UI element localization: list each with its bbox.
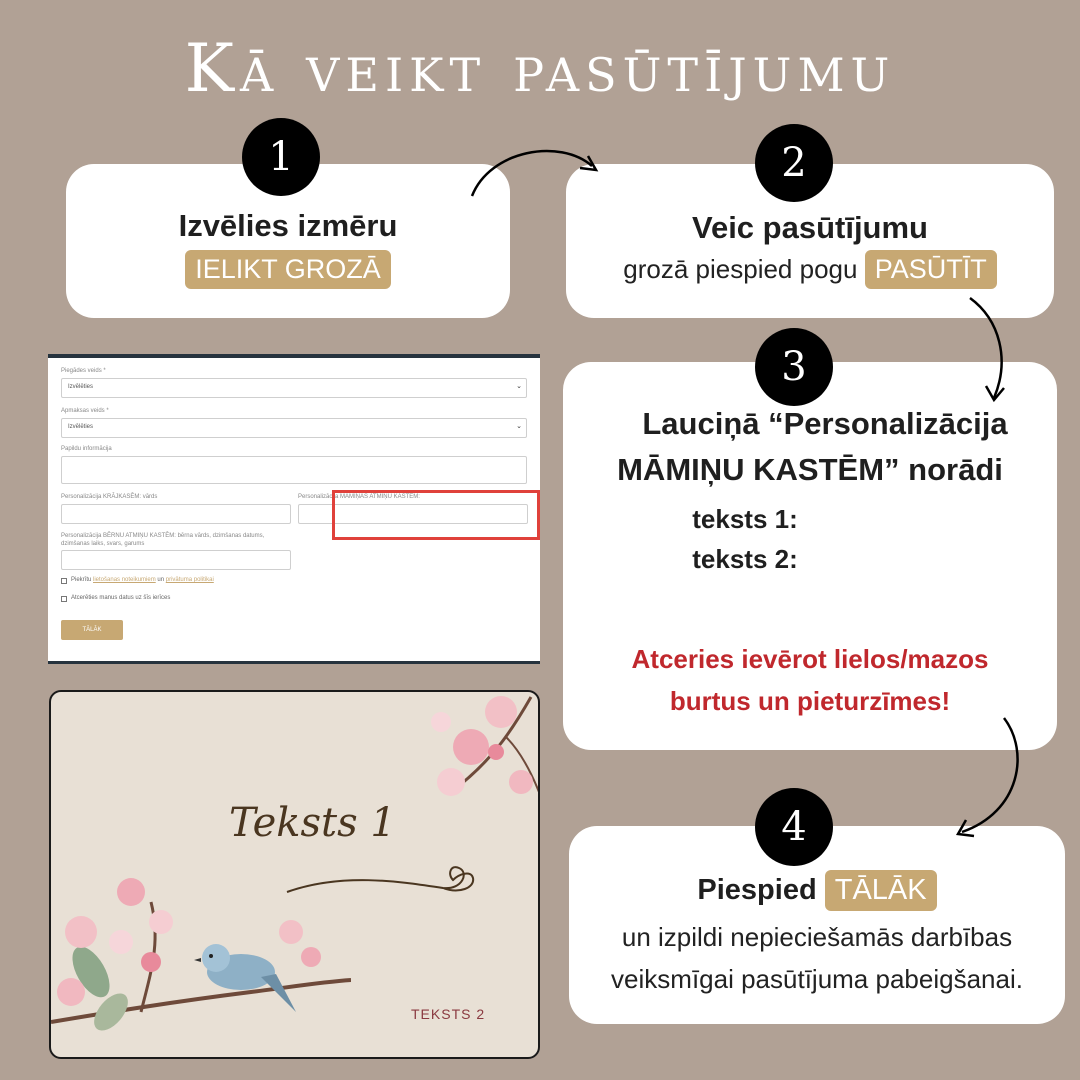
- step3-heading-line1: Lauciņā “Personalizācija: [642, 406, 1008, 441]
- delivery-select[interactable]: [61, 378, 527, 398]
- bernu-label: Personalizācija BĒRNU ATMIŅU KASTĒM: bērna vārds, dzimšanas datums, dzimšanas laiks, svars, garums: [61, 533, 265, 547]
- agree-text: [71, 577, 214, 583]
- step3-text2: teksts 2:: [692, 544, 798, 574]
- maminu-label: Personalizācija MĀMIŅAS ATMIŅU KASTĒM:: [298, 494, 420, 500]
- chevron-down-icon: ⌄: [516, 423, 522, 430]
- payment-value: Izvēlēties: [68, 424, 94, 430]
- step4-line1: un izpildi nepieciešamās darbības: [621, 922, 1013, 952]
- agree-checkbox[interactable]: [61, 578, 67, 584]
- terms-link[interactable]: lietošanas noteikumiem: [93, 577, 156, 583]
- step1-heading: Izvēlies izmēru: [178, 208, 398, 243]
- delivery-label: Piegādes veids *: [61, 368, 106, 374]
- preview-text2: TEKSTS 2: [411, 1006, 486, 1022]
- krajkasem-label: Personalizācija KRĀJKASĒM: vārds: [61, 494, 158, 500]
- arrow-2-to-3: [960, 290, 1020, 410]
- step3-badge: 3: [755, 328, 833, 406]
- extra-info-label: Papildu informācija: [61, 446, 112, 452]
- step2-heading: Veic pasūtījumu: [691, 210, 928, 245]
- highlight-box: [332, 490, 540, 540]
- arrow-3-to-4: [940, 712, 1030, 842]
- payment-label: Apmaksas veids *: [61, 408, 109, 414]
- checkout-form-screenshot: [48, 354, 540, 664]
- blossom-top-right-decoration: [411, 692, 540, 812]
- privacy-link[interactable]: privātuma politikai: [165, 577, 214, 583]
- delivery-value: Izvēlēties: [68, 384, 94, 390]
- extra-info-textarea[interactable]: [61, 456, 527, 484]
- blossom-bird-decoration: [51, 862, 351, 1059]
- agree-label: Piekrītu: [71, 577, 92, 583]
- step3-text1: teksts 1:: [692, 504, 798, 534]
- page-title: Kā veikt pasūtījumu: [184, 30, 896, 107]
- arrow-1-to-2: [460, 140, 620, 210]
- chevron-down-icon: ⌄: [516, 383, 522, 390]
- preview-text1: Teksts 1: [229, 800, 396, 846]
- card-preview: [49, 690, 540, 1059]
- warning-line2: burtus un pieturzīmes!: [669, 686, 951, 716]
- step3-heading-line2: MĀMIŅU KASTĒM” norādi: [617, 452, 1003, 487]
- warning-line1: Atceries ievērot lielos/mazos: [631, 644, 989, 674]
- payment-select[interactable]: [61, 418, 527, 438]
- order-chip: PASŪTĪT: [865, 250, 997, 289]
- bernu-input[interactable]: [61, 550, 291, 570]
- remember-checkbox[interactable]: [61, 596, 67, 602]
- step4-line2: veiksmīgai pasūtījuma pabeigšanai.: [611, 964, 1023, 994]
- step4-heading: Piespied: [697, 874, 817, 906]
- remember-text: Atcerēties manus datus uz šīs ierīces: [71, 595, 171, 601]
- add-to-cart-chip: IELIKT GROZĀ: [185, 250, 391, 289]
- next-chip: TĀLĀK: [825, 870, 937, 911]
- next-button[interactable]: TĀLĀK: [61, 620, 123, 640]
- krajkasem-input[interactable]: [61, 504, 291, 524]
- and-label: un: [157, 577, 165, 583]
- step2-text: grozā piespied pogu: [623, 254, 858, 284]
- step1-badge: 1: [242, 118, 320, 196]
- step4-badge: 4: [755, 788, 833, 866]
- step2-badge: 2: [755, 124, 833, 202]
- step3-card: [563, 362, 1057, 750]
